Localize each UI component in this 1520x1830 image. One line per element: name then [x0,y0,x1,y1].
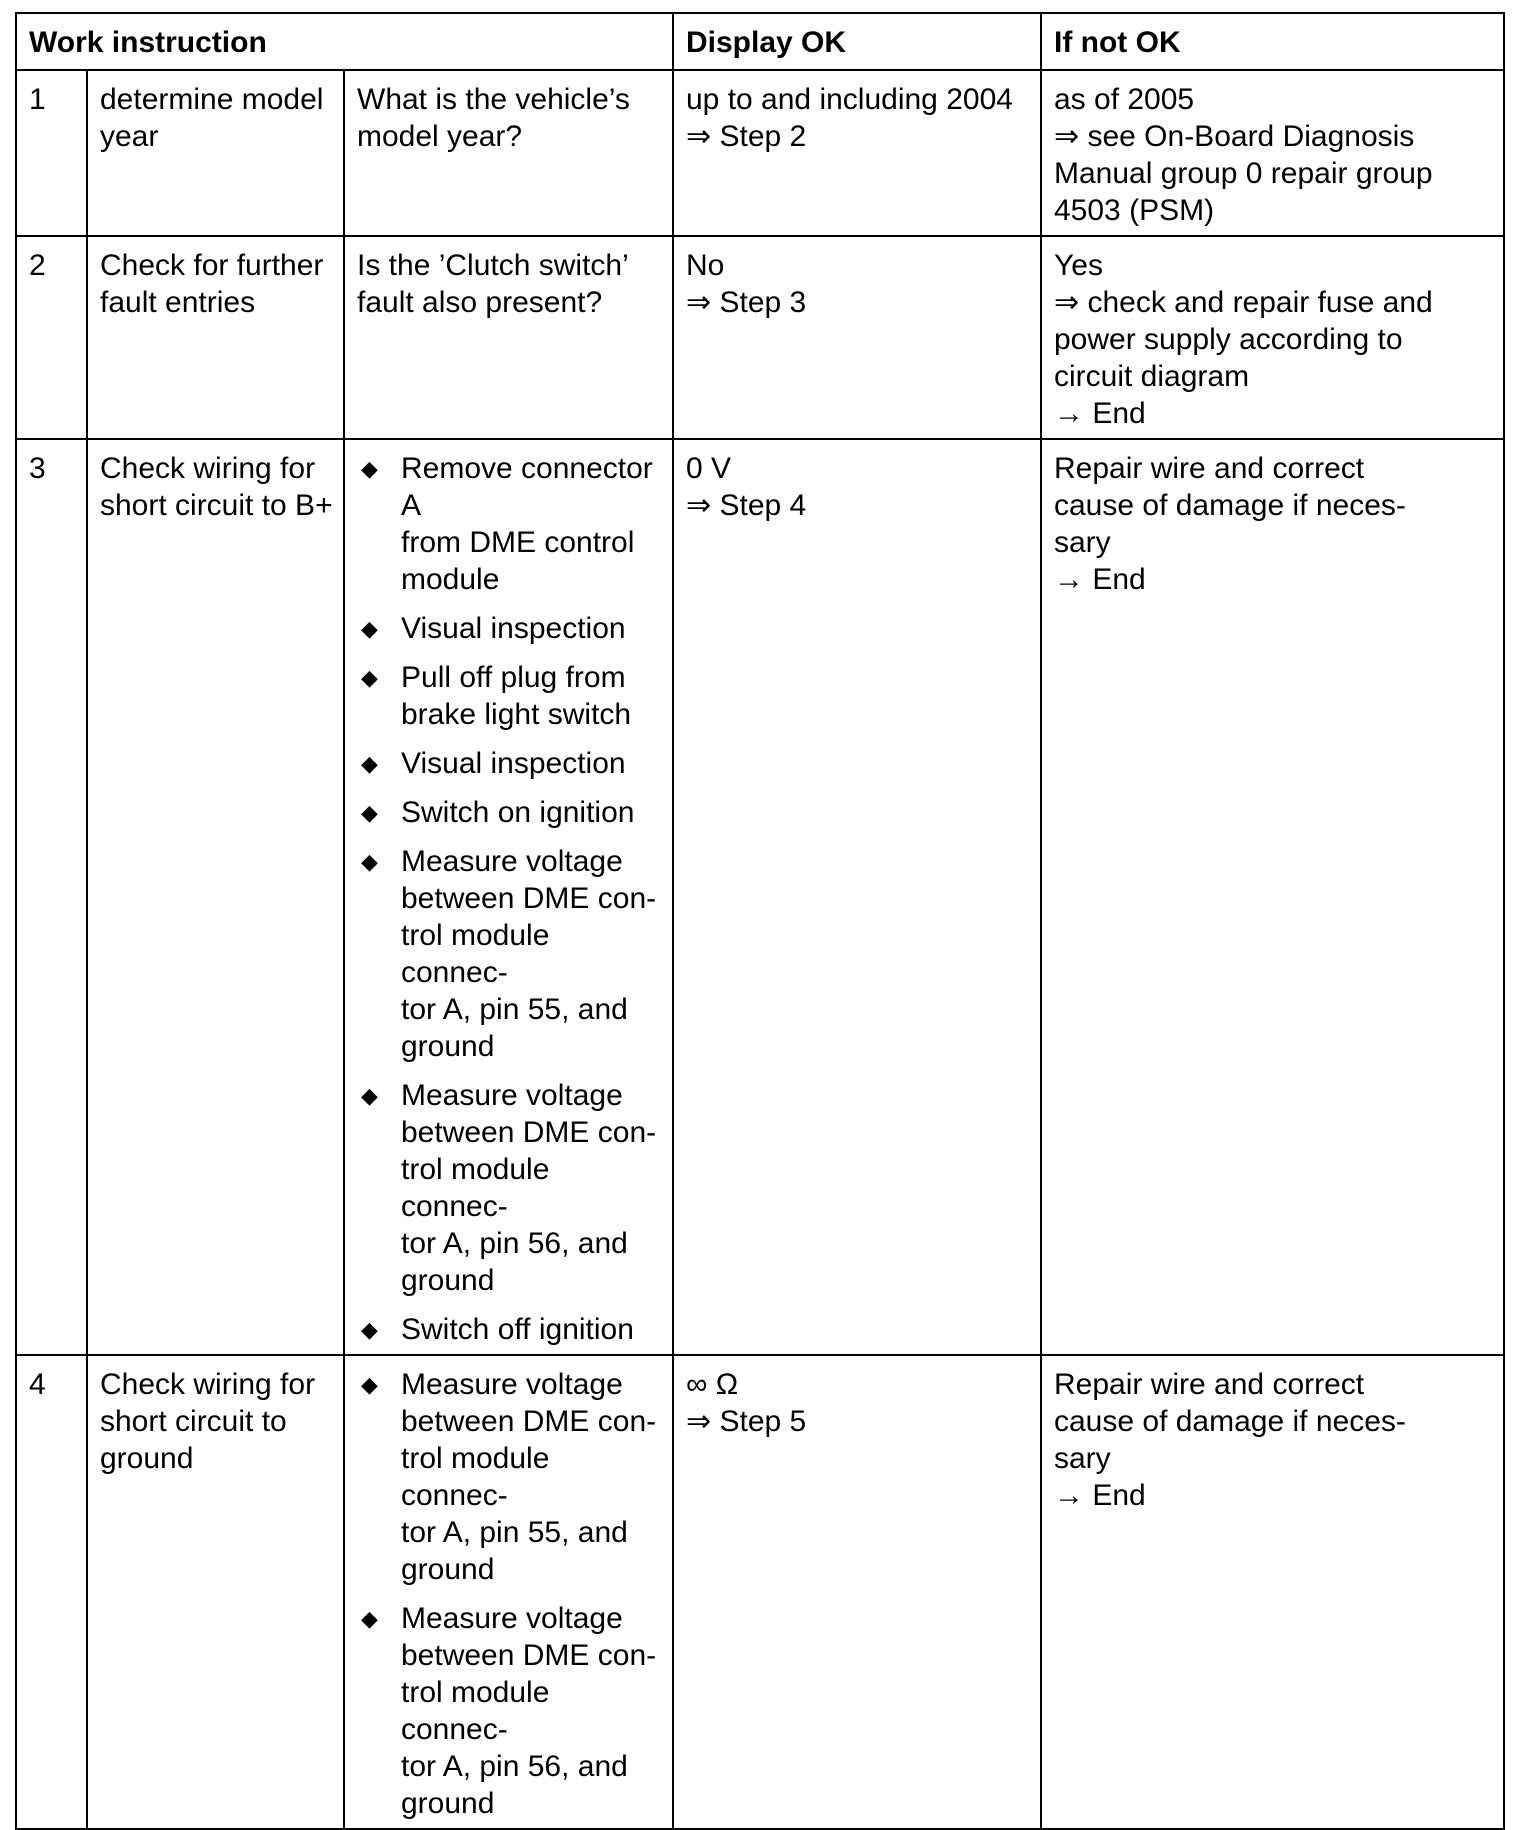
if-not-ok-cell-line: power supply according to [1054,323,1403,356]
question-cell [344,70,673,236]
display-ok-cell [673,1355,1041,1829]
if-not-ok-cell-line: 4503 (PSM) [1054,194,1215,227]
table-row [16,439,1504,1355]
step-number: 2 [16,236,87,439]
action-line: module [401,563,500,596]
action-line: tor A, pin 55, and [401,993,628,1026]
task-cell-line: Check for further [100,249,324,282]
task-cell [87,70,344,236]
if-not-ok-cell-line: Repair wire and correct [1054,1368,1365,1401]
display-ok-cell-line: ⇒ Step 5 [686,1405,807,1438]
if-not-ok-cell-line: → End [1054,397,1146,430]
action-line: ground [401,1264,495,1297]
if-not-ok-cell-line: → End [1054,563,1146,596]
if-not-ok-cell [1041,439,1504,1355]
task-cell-line: ground [100,1442,194,1475]
action-item [357,1311,662,1348]
if-not-ok-cell-line: circuit diagram [1054,360,1250,393]
action-line: tor A, pin 55, and [401,1516,628,1549]
action-line: Pull off plug from [401,661,626,694]
action-line: tor A, pin 56, and [401,1227,628,1260]
step-number: 1 [16,70,87,236]
table-row [16,70,1504,236]
display-ok-cell-line: ∞ Ω [686,1368,739,1401]
display-ok-cell-line: No [686,249,725,282]
action-line: tor A, pin 56, and [401,1750,628,1783]
diamond-bullet-icon: ◆ [361,800,378,825]
action-line: from DME control [401,526,635,559]
question-cell [344,236,673,439]
work-instruction-table [15,12,1505,1830]
task-cell-line: short circuit to [100,1405,287,1438]
action-line: Remove connector A [401,452,660,522]
action-line: ground [401,1030,495,1063]
diamond-bullet-icon: ◆ [361,1606,378,1631]
display-ok-cell [673,70,1041,236]
question-cell-line: What is the vehicle’s [357,83,630,116]
action-item [357,843,662,1065]
action-item [357,1600,662,1822]
action-item [357,1366,662,1588]
if-not-ok-cell-line: sary [1054,526,1111,559]
action-line: ground [401,1553,495,1586]
step-number: 4 [16,1355,87,1829]
actions-cell [344,1355,673,1829]
task-cell-line: determine model [100,83,324,116]
action-line: Measure voltage [401,1602,623,1635]
action-line: ground [401,1787,495,1820]
diamond-bullet-icon: ◆ [361,616,378,641]
action-line: trol module connec- [401,1676,558,1746]
action-line: trol module connec- [401,1442,558,1512]
actions-cell [344,439,673,1355]
diamond-bullet-icon: ◆ [361,1083,378,1108]
display-ok-cell [673,236,1041,439]
if-not-ok-cell-line: ⇒ see On-Board Diagnosis [1054,120,1415,153]
task-cell-line: Check wiring for [100,1368,316,1401]
action-list [357,450,662,1348]
action-line: between DME con- [401,882,657,915]
action-line: between DME con- [401,1116,657,1149]
if-not-ok-cell [1041,1355,1504,1829]
action-line: between DME con- [401,1639,657,1672]
task-cell [87,236,344,439]
action-list [357,1366,662,1822]
action-item [357,659,662,733]
header-row [16,13,1504,70]
action-line: Visual inspection [401,747,626,780]
display-ok-cell [673,439,1041,1355]
header-display-ok: Display OK [673,13,1041,70]
task-cell-line: short circuit to B+ [100,489,333,522]
task-cell [87,439,344,1355]
display-ok-cell-line: ⇒ Step 4 [686,489,807,522]
diamond-bullet-icon: ◆ [361,665,378,690]
question-cell-line: model year? [357,120,523,153]
action-line: trol module connec- [401,919,558,989]
diamond-bullet-icon: ◆ [361,1317,378,1342]
if-not-ok-cell-line: sary [1054,1442,1111,1475]
task-cell-line: year [100,120,159,153]
display-ok-cell-line: ⇒ Step 2 [686,120,807,153]
action-item [357,794,662,831]
task-cell-line: Check wiring for [100,452,316,485]
if-not-ok-cell-line: → End [1054,1479,1146,1512]
table-body [16,70,1504,1829]
if-not-ok-cell-line: Repair wire and correct [1054,452,1365,485]
action-line: Switch off ignition [401,1313,634,1346]
step-number: 3 [16,439,87,1355]
if-not-ok-cell [1041,236,1504,439]
action-line: Measure voltage [401,845,623,878]
action-line: between DME con- [401,1405,657,1438]
task-cell-line: fault entries [100,286,256,319]
question-cell-line: Is the ’Clutch switch’ [357,249,629,282]
display-ok-cell-line: 0 V [686,452,732,485]
header-if-not-ok: If not OK [1041,13,1504,70]
action-line: Switch on ignition [401,796,635,829]
action-item [357,450,662,598]
diamond-bullet-icon: ◆ [361,456,378,481]
display-ok-cell-line: up to and including 2004 [686,83,1013,116]
if-not-ok-cell-line: as of 2005 [1054,83,1195,116]
diamond-bullet-icon: ◆ [361,1372,378,1397]
action-line: Measure voltage [401,1368,623,1401]
action-line: Visual inspection [401,612,626,645]
diamond-bullet-icon: ◆ [361,751,378,776]
action-line: trol module connec- [401,1153,558,1223]
display-ok-cell-line: ⇒ Step 3 [686,286,807,319]
table-row [16,1355,1504,1829]
if-not-ok-cell-line: ⇒ check and repair fuse and [1054,286,1433,319]
question-cell-line: fault also present? [357,286,603,319]
action-item [357,1077,662,1299]
action-item [357,610,662,647]
task-cell [87,1355,344,1829]
if-not-ok-cell-line: Yes [1054,249,1103,282]
diamond-bullet-icon: ◆ [361,849,378,874]
if-not-ok-cell-line: cause of damage if neces- [1054,489,1406,522]
if-not-ok-cell [1041,70,1504,236]
header-work-instruction: Work instruction [16,13,673,70]
table-row [16,236,1504,439]
if-not-ok-cell-line: cause of damage if neces- [1054,1405,1406,1438]
action-line: brake light switch [401,698,632,731]
if-not-ok-cell-line: Manual group 0 repair group [1054,157,1433,190]
action-line: Measure voltage [401,1079,623,1112]
action-item [357,745,662,782]
